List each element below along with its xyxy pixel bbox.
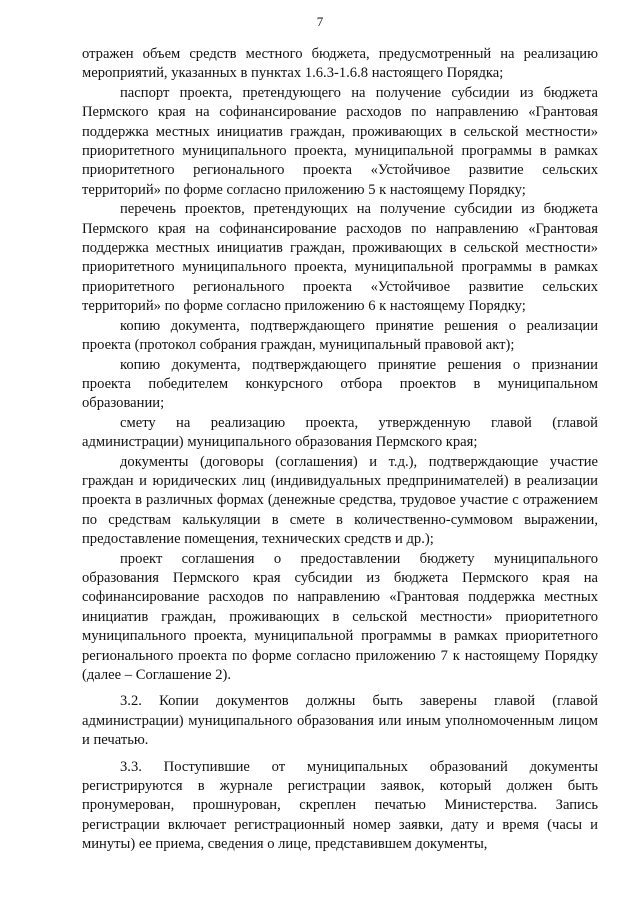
paragraph-projects-list: перечень проектов, претендующих на получение субсидии из бюджета Пермского края на софинансирование расходов по направлению «Грантовая поддержка местных инициатив граждан, проживающих в сельской местности» приоритетного муниципального проекта, муниципальной программы в рамках приоритетного регионального проекта «Устойчивое развитие сельских территорий» по форме согласно приложению 6 к настоящему Порядку; <box>82 201 598 315</box>
paragraph-section-3-3: 3.3. Поступившие от муниципальных образований документы регистрируются в журнале регистрации заявок, который должен быть пронумерован, прошнурован, скреплен печатью Министерства. Запись регистрации включает регистрационный номер заявки, дату и время (часы и минуты) ее приема, сведения о лице, представившем документы, <box>82 758 598 853</box>
document-body <box>82 45 598 855</box>
paragraph-decision-copy: копию документа, подтверждающего принятие решения о реализации проекта (протокол собрания граждан, муниципальный правовой акт); <box>82 317 598 354</box>
paragraph-budget-volume: отражен объем средств местного бюджета, предусмотренный на реализацию мероприятий, указанных в пунктах 1.6.3-1.6.8 настоящего Порядка; <box>82 46 598 82</box>
paragraph-winner-copy: копию документа, подтверждающего принятие решения о признании проекта победителем конкурсного отбора проектов в муниципальном образовании; <box>82 356 598 412</box>
page-number: 7 <box>316 14 324 29</box>
paragraph-project-passport: паспорт проекта, претендующего на получение субсидии из бюджета Пермского края на софинансирование расходов по направлению «Грантовая поддержка местных инициатив граждан, проживающих в сельской местности» приоритетного муниципального проекта, муниципальной программы в рамках приоритетного регионального проекта «Устойчивое развитие сельских территорий» по форме согласно приложению 5 к настоящему Порядку; <box>82 84 598 198</box>
paragraph-participation-documents: документы (договоры (соглашения) и т.д.), подтверждающие участие граждан и юридических лиц (индивидуальных предпринимателей) в реализации проекта в различных формах (денежные средства, трудовое участие с отражением по средствам калькуляции в смете в количественно-суммовом выражении, предоставление помещения, технических средств и др.); <box>82 453 598 548</box>
paragraph-draft-agreement: проект соглашения о предоставлении бюджету муниципального образования Пермского края субсидии из бюджета Пермского края на софинансирование расходов по направлению «Грантовая поддержка местных инициатив граждан, проживающих в сельской местности» приоритетного муниципального проекта, муниципальной программы в рамках приоритетного регионального проекта по форме согласно приложению 7 к настоящему Порядку (далее – Соглашение 2). <box>82 550 598 683</box>
paragraph-section-3-2: 3.2. Копии документов должны быть заверены главой (главой администрации) муниципального образования или иным уполномоченным лицом и печатью. <box>82 693 598 749</box>
paragraph-estimate: смету на реализацию проекта, утвержденную главой (главой администрации) муниципального образования Пермского края; <box>82 414 598 451</box>
